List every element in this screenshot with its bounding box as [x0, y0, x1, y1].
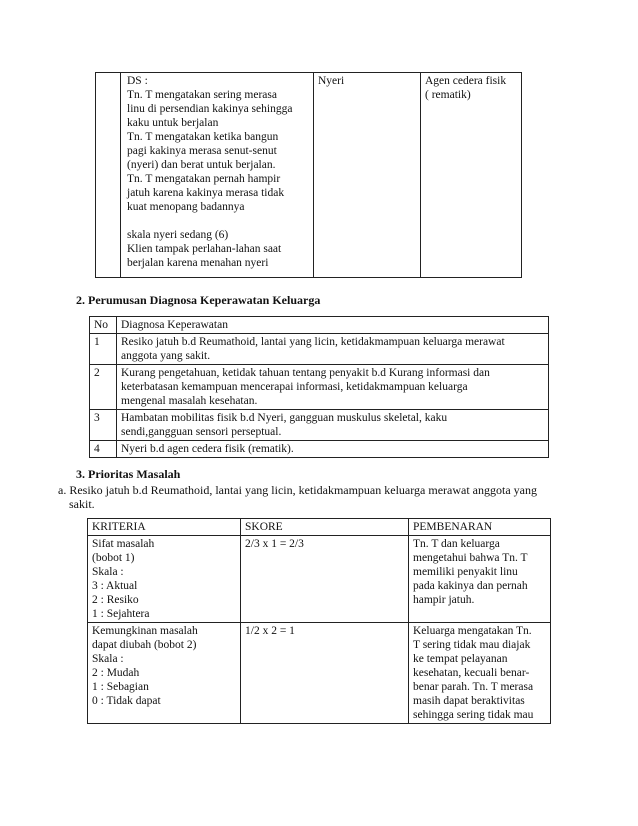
pembenaran-line: kesehatan, kecuali benar- [413, 667, 530, 679]
header-skore: SKORE [241, 519, 409, 536]
problem-text: Nyeri [318, 75, 345, 87]
ds-block [127, 74, 309, 214]
diagnosa-line: mengenal masalah kesehatan. [121, 395, 258, 407]
kriteria-line: Sifat masalah [92, 538, 155, 550]
ds-line: Tn. T mengatakan pernah hampir [127, 173, 281, 185]
ds-line: kuat menopang badannya [127, 201, 245, 213]
ds-line: Tn. T mengatakan ketika bangun [127, 131, 279, 143]
do-line: skala nyeri sedang (6) [127, 229, 229, 241]
blank-column [96, 73, 121, 278]
row-diagnosa [117, 334, 549, 365]
table-row [90, 441, 549, 458]
pembenaran-line: benar parah. Tn. T merasa [413, 681, 534, 693]
table-header-row [90, 317, 549, 334]
ds-line: kaku untuk berjalan [127, 117, 219, 129]
pembenaran-cell [409, 623, 551, 724]
header-pembenaran: PEMBENARAN [409, 519, 551, 536]
para-line: sakit. [69, 497, 95, 511]
problem-cell [314, 73, 421, 278]
kriteria-cell [88, 623, 241, 724]
ds-line: (nyeri) dan berat untuk berjalan. [127, 159, 276, 171]
pembenaran-line: Keluarga mengatakan Tn. [413, 625, 532, 637]
row-no: 2 [90, 365, 117, 410]
row-no: 1 [90, 334, 117, 365]
diagnosa-line: Hambatan mobilitas fisik b.d Nyeri, gangguan muskulus skeletal, kaku [121, 412, 448, 424]
skore-cell: 1/2 x 2 = 1 [241, 623, 409, 724]
etiology-cell [421, 73, 522, 278]
diagnosa-line: sendi,gangguan sensori perseptual. [121, 426, 282, 438]
pembenaran-line: T sering tidak mau diajak [413, 639, 531, 651]
do-block [127, 228, 309, 270]
pembenaran-line: mengetahui bahwa Tn. T [413, 552, 528, 564]
table-row [88, 623, 551, 724]
table-header-row [88, 519, 551, 536]
pembenaran-line: memiliki penyakit linu [413, 566, 518, 578]
header-diagnosa: Diagnosa Keperawatan [117, 317, 549, 334]
kriteria-line: 2 : Resiko [92, 594, 139, 606]
ds-line: linu di persendian kakinya sehingga [127, 103, 293, 115]
kriteria-line: (bobot 1) [92, 552, 135, 564]
kriteria-line: 2 : Mudah [92, 667, 140, 679]
header-no: No [90, 317, 117, 334]
pembenaran-line: hampir jatuh. [413, 594, 475, 606]
kriteria-cell [88, 536, 241, 623]
row-diagnosa [117, 441, 549, 458]
diagnosa-line: Nyeri b.d agen cedera fisik (rematik). [121, 443, 294, 455]
table-row [90, 410, 549, 441]
header-kriteria: KRITERIA [88, 519, 241, 536]
row-no: 4 [90, 441, 117, 458]
section-3-title: 3. Prioritas Masalah [76, 467, 181, 481]
priority-table [87, 518, 551, 724]
table-row [90, 334, 549, 365]
priority-problem-a [58, 483, 568, 511]
ds-line: DS : [127, 75, 148, 87]
pembenaran-line: pada kakinya dan pernah [413, 580, 528, 592]
skore-cell: 2/3 x 1 = 2/3 [241, 536, 409, 623]
ds-line: jatuh karena kakinya merasa tidak [127, 187, 285, 199]
pembenaran-line: ke tempat pelayanan [413, 653, 508, 665]
table-row [88, 536, 551, 623]
kriteria-line: 1 : Sejahtera [92, 608, 150, 620]
pembenaran-cell [409, 536, 551, 623]
do-line: Klien tampak perlahan-lahan saat [127, 243, 282, 255]
assessment-table [95, 72, 522, 278]
diagnosis-table [89, 316, 549, 458]
data-cell [121, 73, 314, 278]
para-line: a. Resiko jatuh b.d Reumathoid, lantai yang licin, ketidakmampuan keluarga merawat anggota yang [58, 483, 537, 497]
diagnosa-line: Kurang pengetahuan, ketidak tahuan tentang penyakit b.d Kurang informasi dan [121, 367, 490, 379]
ds-line: pagi kakinya merasa senut-senut [127, 145, 277, 157]
kriteria-line: dapat diubah (bobot 2) [92, 639, 197, 651]
kriteria-line: Skala : [92, 566, 124, 578]
table-row [90, 365, 549, 410]
kriteria-line: 1 : Sebagian [92, 681, 149, 693]
diagnosa-line: keterbatasan kemampuan mencerapai informasi, ketidakmampuan keluarga [121, 381, 468, 393]
pembenaran-line: masih dapat beraktivitas [413, 695, 525, 707]
section-2-title: 2. Perumusan Diagnosa Keperawatan Keluarga [76, 293, 321, 307]
row-diagnosa [117, 365, 549, 410]
kriteria-line: Kemungkinan masalah [92, 625, 198, 637]
kriteria-line: 0 : Tidak dapat [92, 695, 161, 707]
diagnosa-line: Resiko jatuh b.d Reumathoid, lantai yang licin, ketidakmampuan keluarga merawat [121, 336, 505, 348]
etiology-line: Agen cedera fisik [425, 75, 507, 87]
kriteria-line: 3 : Aktual [92, 580, 138, 592]
row-no: 3 [90, 410, 117, 441]
kriteria-line: Skala : [92, 653, 124, 665]
row-diagnosa [117, 410, 549, 441]
pembenaran-line: Tn. T dan keluarga [413, 538, 500, 550]
diagnosa-line: anggota yang sakit. [121, 350, 211, 362]
do-line: berjalan karena menahan nyeri [127, 257, 269, 269]
ds-line: Tn. T mengatakan sering merasa [127, 89, 277, 101]
pembenaran-line: sehingga sering tidak mau [413, 709, 534, 721]
etiology-line: ( rematik) [425, 89, 471, 101]
